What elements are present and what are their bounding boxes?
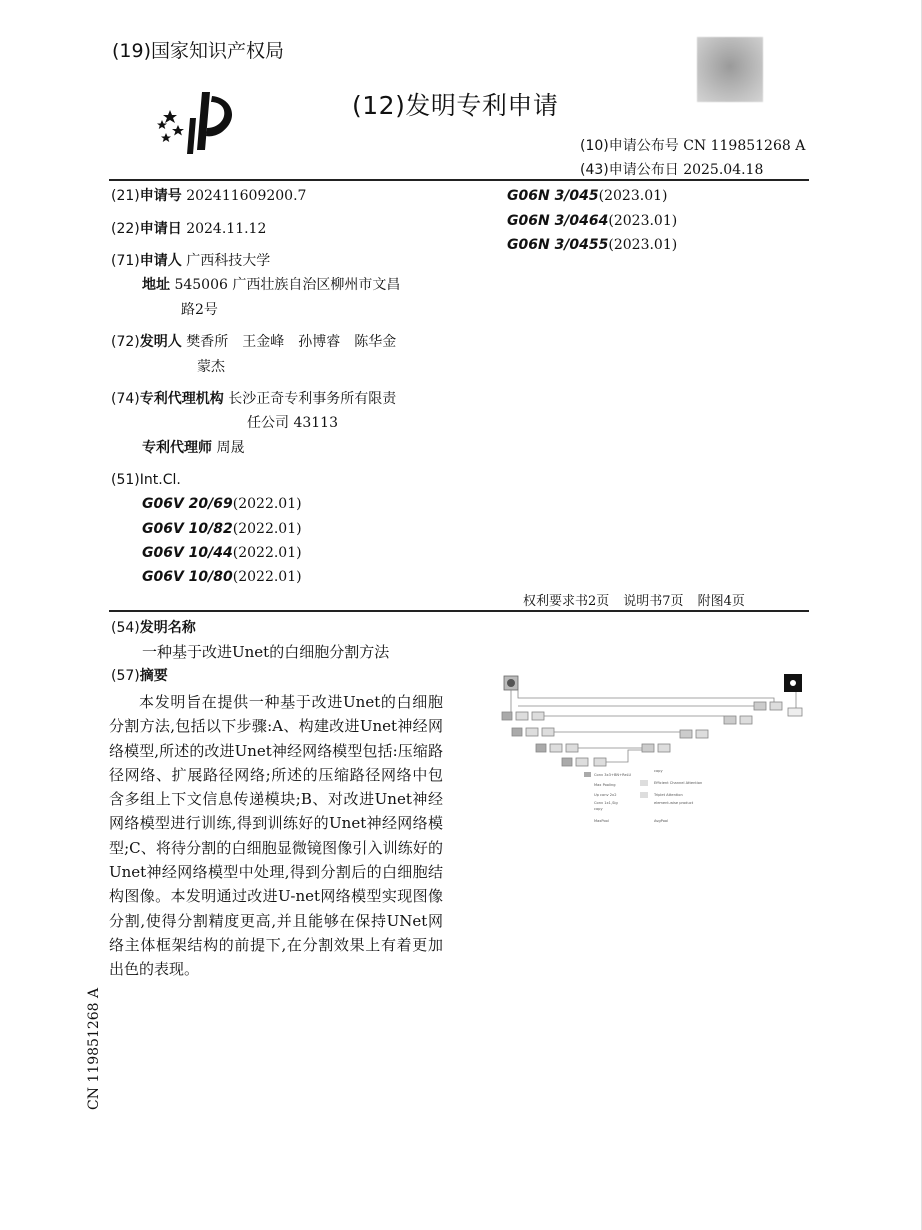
claims-pages: 权利要求书2页 — [523, 594, 610, 609]
ipc-left-1 — [142, 517, 302, 541]
publication-number: CN 119851268 A — [683, 138, 806, 154]
field-label: 申请日 — [139, 221, 182, 237]
ipc-class: G06N 3/0464 — [507, 213, 609, 229]
field-label: 发明人 — [139, 334, 182, 350]
field-code: (74) — [111, 391, 140, 407]
legend-label: AvgPool — [654, 819, 669, 823]
abstract-text: 本发明旨在提供一种基于改进Unet的白细胞分割方法,包括以下步骤:A、构建改进Unet神经网络模型,所述的改进Unet神经网络模型包括:压缩路径网络、扩展路径网络;所述的压缩路径网络中包含多组上下文信息传递模块;B、对改进Unet神经网络模型进行训练,得到训练好的Unet神经网络模型;C、将待分割的白细胞显微镜图像引入训练好的Unet神经网络模型中处理,得到分割后的白细胞结构图像。本发明通过改进U-net网络模型实现图像分割,使得分割精度更高,并且能够在保持UNet网络主体框架结构的前提下,在分割效果上有着更加出色的表现。 — [109, 693, 443, 979]
publication-date: 2025.04.18 — [683, 162, 764, 178]
publication-number-row — [580, 135, 805, 155]
agent-row — [142, 436, 244, 460]
field-code: (57) — [111, 668, 140, 684]
application-date: 2024.11.12 — [186, 221, 267, 237]
legend-label: element-wise product — [654, 801, 694, 805]
unet-architecture-figure — [478, 668, 808, 830]
drawings-pages: 附图4页 — [697, 594, 745, 609]
application-date-row — [111, 217, 266, 241]
legend-label: Triplet Attention — [654, 793, 683, 797]
ipc-class: G06N 3/045 — [507, 188, 599, 204]
field-label: Int.Cl. — [139, 472, 181, 488]
header-divider — [109, 179, 809, 181]
ipc-version: (2023.01) — [608, 213, 678, 229]
field-code: (71) — [111, 253, 140, 269]
legend-label: Conv 1x1,Sig — [594, 801, 618, 805]
invention-title: 一种基于改进Unet的白细胞分割方法 — [142, 643, 390, 661]
inventors-line-2: 蒙杰 — [197, 359, 225, 375]
publication-date-row — [580, 159, 763, 179]
application-number: 202411609200.7 — [186, 188, 307, 204]
ipc-class: G06V 10/80 — [142, 569, 233, 585]
ipc-version: (2022.01) — [232, 521, 302, 537]
agency-row — [111, 387, 396, 411]
ipc-class: G06V 10/82 — [142, 521, 233, 537]
ipc-class: G06V 10/44 — [142, 545, 233, 561]
legend-label: Efficient Channel Attention — [654, 781, 703, 785]
field-label: 发明名称 — [139, 620, 196, 636]
field-label: 申请人 — [139, 253, 182, 269]
field-code: (54) — [111, 620, 140, 636]
ipc-right-0 — [507, 184, 667, 208]
address-line-1: 545006 广西壮族自治区柳州市文昌 — [174, 277, 401, 293]
issuing-office: (19)国家知识产权局 — [112, 40, 285, 62]
ipc-version: (2023.01) — [608, 237, 678, 253]
side-publication-number: CN 119851268 A — [86, 987, 102, 1110]
field-label: 摘要 — [139, 668, 168, 684]
applicant: 广西科技大学 — [186, 253, 271, 269]
ipc-version: (2022.01) — [232, 569, 302, 585]
ipc-version: (2022.01) — [232, 545, 302, 561]
invention-title-heading — [111, 616, 196, 640]
ipc-right-2 — [507, 233, 677, 257]
inventors-row — [111, 330, 396, 354]
ipc-right-1 — [507, 209, 677, 233]
legend-label: Up conv 2x2 — [594, 793, 617, 797]
int-cl-row — [111, 468, 181, 492]
address-row — [142, 273, 400, 297]
field-code: (72) — [111, 334, 140, 350]
ipc-version: (2022.01) — [232, 496, 302, 512]
field-label: 专利代理机构 — [139, 391, 224, 407]
bib-divider — [109, 610, 809, 612]
publication-number-label: (10)申请公布号 — [580, 138, 679, 154]
field-code: (21) — [111, 188, 140, 204]
ipc-left-2 — [142, 541, 302, 565]
legend-label: Conv 3x3+BN+ReLU — [594, 773, 632, 777]
qr-code-icon — [697, 37, 763, 102]
description-pages: 说明书7页 — [623, 594, 684, 609]
agent: 周晟 — [216, 440, 245, 456]
ipc-class: G06V 20/69 — [142, 496, 233, 512]
abstract-heading — [111, 664, 168, 688]
field-label: 专利代理师 — [142, 440, 212, 456]
ipc-left-3 — [142, 565, 302, 589]
application-number-row — [111, 184, 306, 208]
page-counts — [523, 590, 759, 609]
inventors-line-1: 樊香所 王金峰 孙博睿 陈华金 — [186, 334, 397, 350]
cnipa-logo-icon — [150, 88, 240, 156]
agency-line-2: 任公司 43113 — [247, 415, 338, 431]
document-type-title: (12)发明专利申请 — [352, 91, 559, 120]
applicant-row — [111, 249, 270, 273]
field-label: 申请号 — [139, 188, 182, 204]
field-code: (51) — [111, 472, 140, 488]
ipc-version: (2023.01) — [598, 188, 668, 204]
ipc-class: G06N 3/0455 — [507, 237, 609, 253]
agency-line-1: 长沙正奇专利事务所有限责 — [228, 391, 397, 407]
legend-label: copy — [594, 807, 603, 811]
legend-label: copy — [654, 769, 663, 773]
field-code: (22) — [111, 221, 140, 237]
legend-label: Max Pooling — [594, 783, 616, 787]
ipc-left-0 — [142, 492, 302, 516]
legend-label: MaxPool — [594, 819, 609, 823]
address-line-2: 路2号 — [181, 302, 218, 318]
field-label: 地址 — [142, 277, 170, 293]
publication-date-label: (43)申请公布日 — [580, 162, 679, 178]
